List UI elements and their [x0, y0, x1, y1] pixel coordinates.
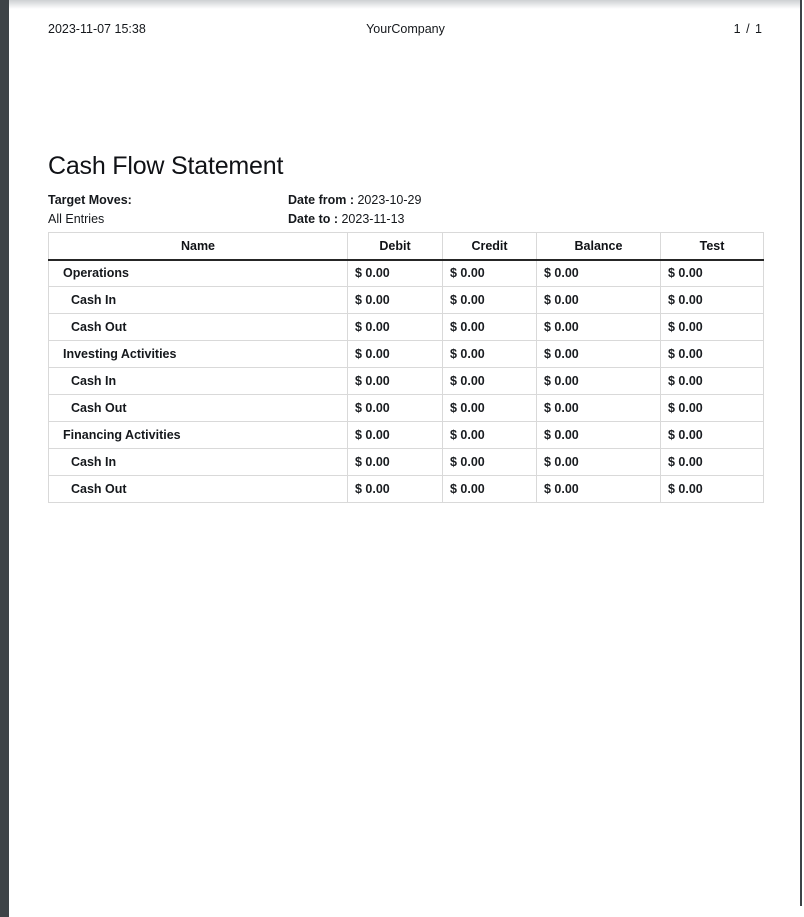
row-value-cell: $ 0.00: [537, 287, 661, 314]
row-value-cell: $ 0.00: [661, 260, 764, 287]
row-value-cell: $ 0.00: [537, 260, 661, 287]
row-name-cell: Cash In: [49, 287, 348, 314]
column-header-debit: Debit: [348, 233, 443, 260]
row-value-cell: $ 0.00: [661, 449, 764, 476]
row-value-cell: $ 0.00: [348, 260, 443, 287]
row-name-cell: Operations: [49, 260, 348, 287]
table-row: [49, 476, 764, 503]
row-value-cell: $ 0.00: [443, 449, 537, 476]
table-row: [49, 314, 764, 341]
date-from: [288, 191, 763, 210]
row-name-cell: Cash Out: [49, 395, 348, 422]
table-header-row: [49, 233, 764, 260]
row-value-cell: $ 0.00: [661, 422, 764, 449]
row-value-cell: $ 0.00: [348, 422, 443, 449]
date-to-value: 2023-11-13: [341, 212, 405, 226]
row-value-cell: $ 0.00: [443, 287, 537, 314]
row-value-cell: $ 0.00: [537, 368, 661, 395]
target-moves-value: All Entries: [48, 212, 105, 226]
table-row: [49, 260, 764, 287]
page-counter: 1 / 1: [733, 22, 763, 36]
table-row: [49, 449, 764, 476]
print-datetime: 2023-11-07 15:38: [48, 22, 146, 36]
table-row: [49, 368, 764, 395]
row-name-cell: Cash In: [49, 449, 348, 476]
table-row: [49, 422, 764, 449]
row-value-cell: $ 0.00: [443, 422, 537, 449]
row-value-cell: $ 0.00: [443, 341, 537, 368]
row-value-cell: $ 0.00: [537, 476, 661, 503]
row-value-cell: $ 0.00: [661, 368, 764, 395]
row-value-cell: $ 0.00: [348, 476, 443, 503]
row-name-cell: Investing Activities: [49, 341, 348, 368]
column-header-test: Test: [661, 233, 764, 260]
row-value-cell: $ 0.00: [537, 449, 661, 476]
report-filters: [48, 191, 763, 229]
row-value-cell: $ 0.00: [537, 314, 661, 341]
row-value-cell: $ 0.00: [661, 314, 764, 341]
report-page: [48, 0, 763, 503]
row-name-cell: Financing Activities: [49, 422, 348, 449]
date-to-label: Date to :: [288, 212, 338, 226]
column-header-name: Name: [49, 233, 348, 260]
row-value-cell: $ 0.00: [443, 476, 537, 503]
cash-flow-table: [48, 232, 764, 503]
row-value-cell: $ 0.00: [348, 449, 443, 476]
row-value-cell: $ 0.00: [348, 314, 443, 341]
company-name: YourCompany: [366, 22, 445, 36]
column-header-balance: Balance: [537, 233, 661, 260]
row-value-cell: $ 0.00: [443, 260, 537, 287]
target-moves-label: Target Moves:: [48, 193, 132, 207]
row-value-cell: $ 0.00: [537, 422, 661, 449]
row-value-cell: $ 0.00: [537, 341, 661, 368]
row-value-cell: $ 0.00: [661, 287, 764, 314]
row-value-cell: $ 0.00: [443, 395, 537, 422]
date-to: [288, 210, 763, 229]
report-title: Cash Flow Statement: [48, 152, 284, 180]
date-from-label: Date from :: [288, 193, 354, 207]
row-value-cell: $ 0.00: [661, 476, 764, 503]
row-value-cell: $ 0.00: [537, 395, 661, 422]
viewer-left-edge: [0, 0, 9, 917]
row-value-cell: $ 0.00: [661, 341, 764, 368]
row-name-cell: Cash Out: [49, 476, 348, 503]
table-row: [49, 395, 764, 422]
row-value-cell: $ 0.00: [661, 395, 764, 422]
report-running-header: [48, 21, 763, 37]
row-value-cell: $ 0.00: [348, 287, 443, 314]
viewer-right-edge: [800, 0, 802, 906]
row-value-cell: $ 0.00: [443, 368, 537, 395]
row-name-cell: Cash Out: [49, 314, 348, 341]
row-value-cell: $ 0.00: [348, 395, 443, 422]
row-value-cell: $ 0.00: [443, 314, 537, 341]
table-row: [49, 287, 764, 314]
row-name-cell: Cash In: [49, 368, 348, 395]
row-value-cell: $ 0.00: [348, 368, 443, 395]
column-header-credit: Credit: [443, 233, 537, 260]
row-value-cell: $ 0.00: [348, 341, 443, 368]
table-row: [49, 341, 764, 368]
date-from-value: 2023-10-29: [357, 193, 422, 207]
